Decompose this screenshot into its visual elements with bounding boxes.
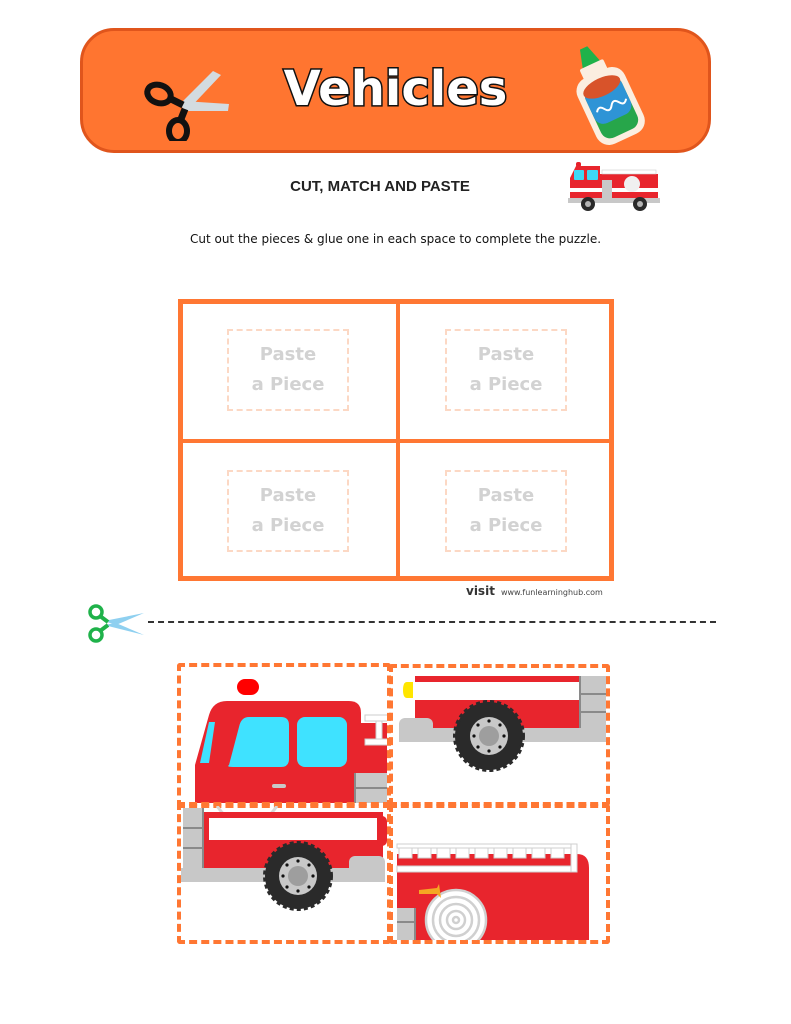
fire-truck-cab-icon (181, 667, 391, 808)
scissors-icon (86, 603, 146, 643)
fire-truck-middle-icon (181, 806, 391, 944)
cut-dashed-line[interactable] (148, 621, 716, 623)
puzzle-piece-rear-wheel[interactable] (389, 664, 610, 806)
puzzle-board (178, 299, 614, 581)
website-url[interactable]: www.funlearninghub.com (500, 588, 603, 597)
slot-label: a Piece (251, 374, 325, 395)
subtitle: CUT, MATCH AND PASTE (290, 178, 470, 195)
slot-label: a Piece (251, 515, 325, 536)
board-divider-horizontal (183, 439, 609, 443)
fire-truck-rear-icon (393, 668, 610, 806)
fire-truck-icon (566, 160, 662, 214)
puzzle-piece-ladder-hose[interactable] (389, 804, 610, 944)
puzzle-piece-middle-wheel[interactable] (177, 802, 391, 944)
puzzle-piece-cab[interactable] (177, 663, 391, 808)
slot-label: a Piece (469, 374, 543, 395)
title-banner (80, 28, 711, 153)
slot-label: a Piece (469, 515, 543, 536)
paste-slot[interactable] (445, 470, 567, 552)
website-credit (466, 584, 603, 598)
slot-label: Paste (477, 485, 535, 506)
slot-label: Paste (259, 485, 317, 506)
paste-slot[interactable] (445, 329, 567, 411)
paste-slot[interactable] (227, 470, 349, 552)
page-title: Vehicles (283, 61, 508, 117)
paste-slot[interactable] (227, 329, 349, 411)
instructions-text: Cut out the pieces & glue one in each space to complete the puzzle. (189, 232, 602, 246)
visit-label: visit (466, 584, 495, 598)
slot-label: Paste (259, 344, 317, 365)
glue-bottle-icon (558, 41, 653, 146)
slot-label: Paste (477, 344, 535, 365)
fire-truck-ladder-icon (393, 808, 610, 944)
